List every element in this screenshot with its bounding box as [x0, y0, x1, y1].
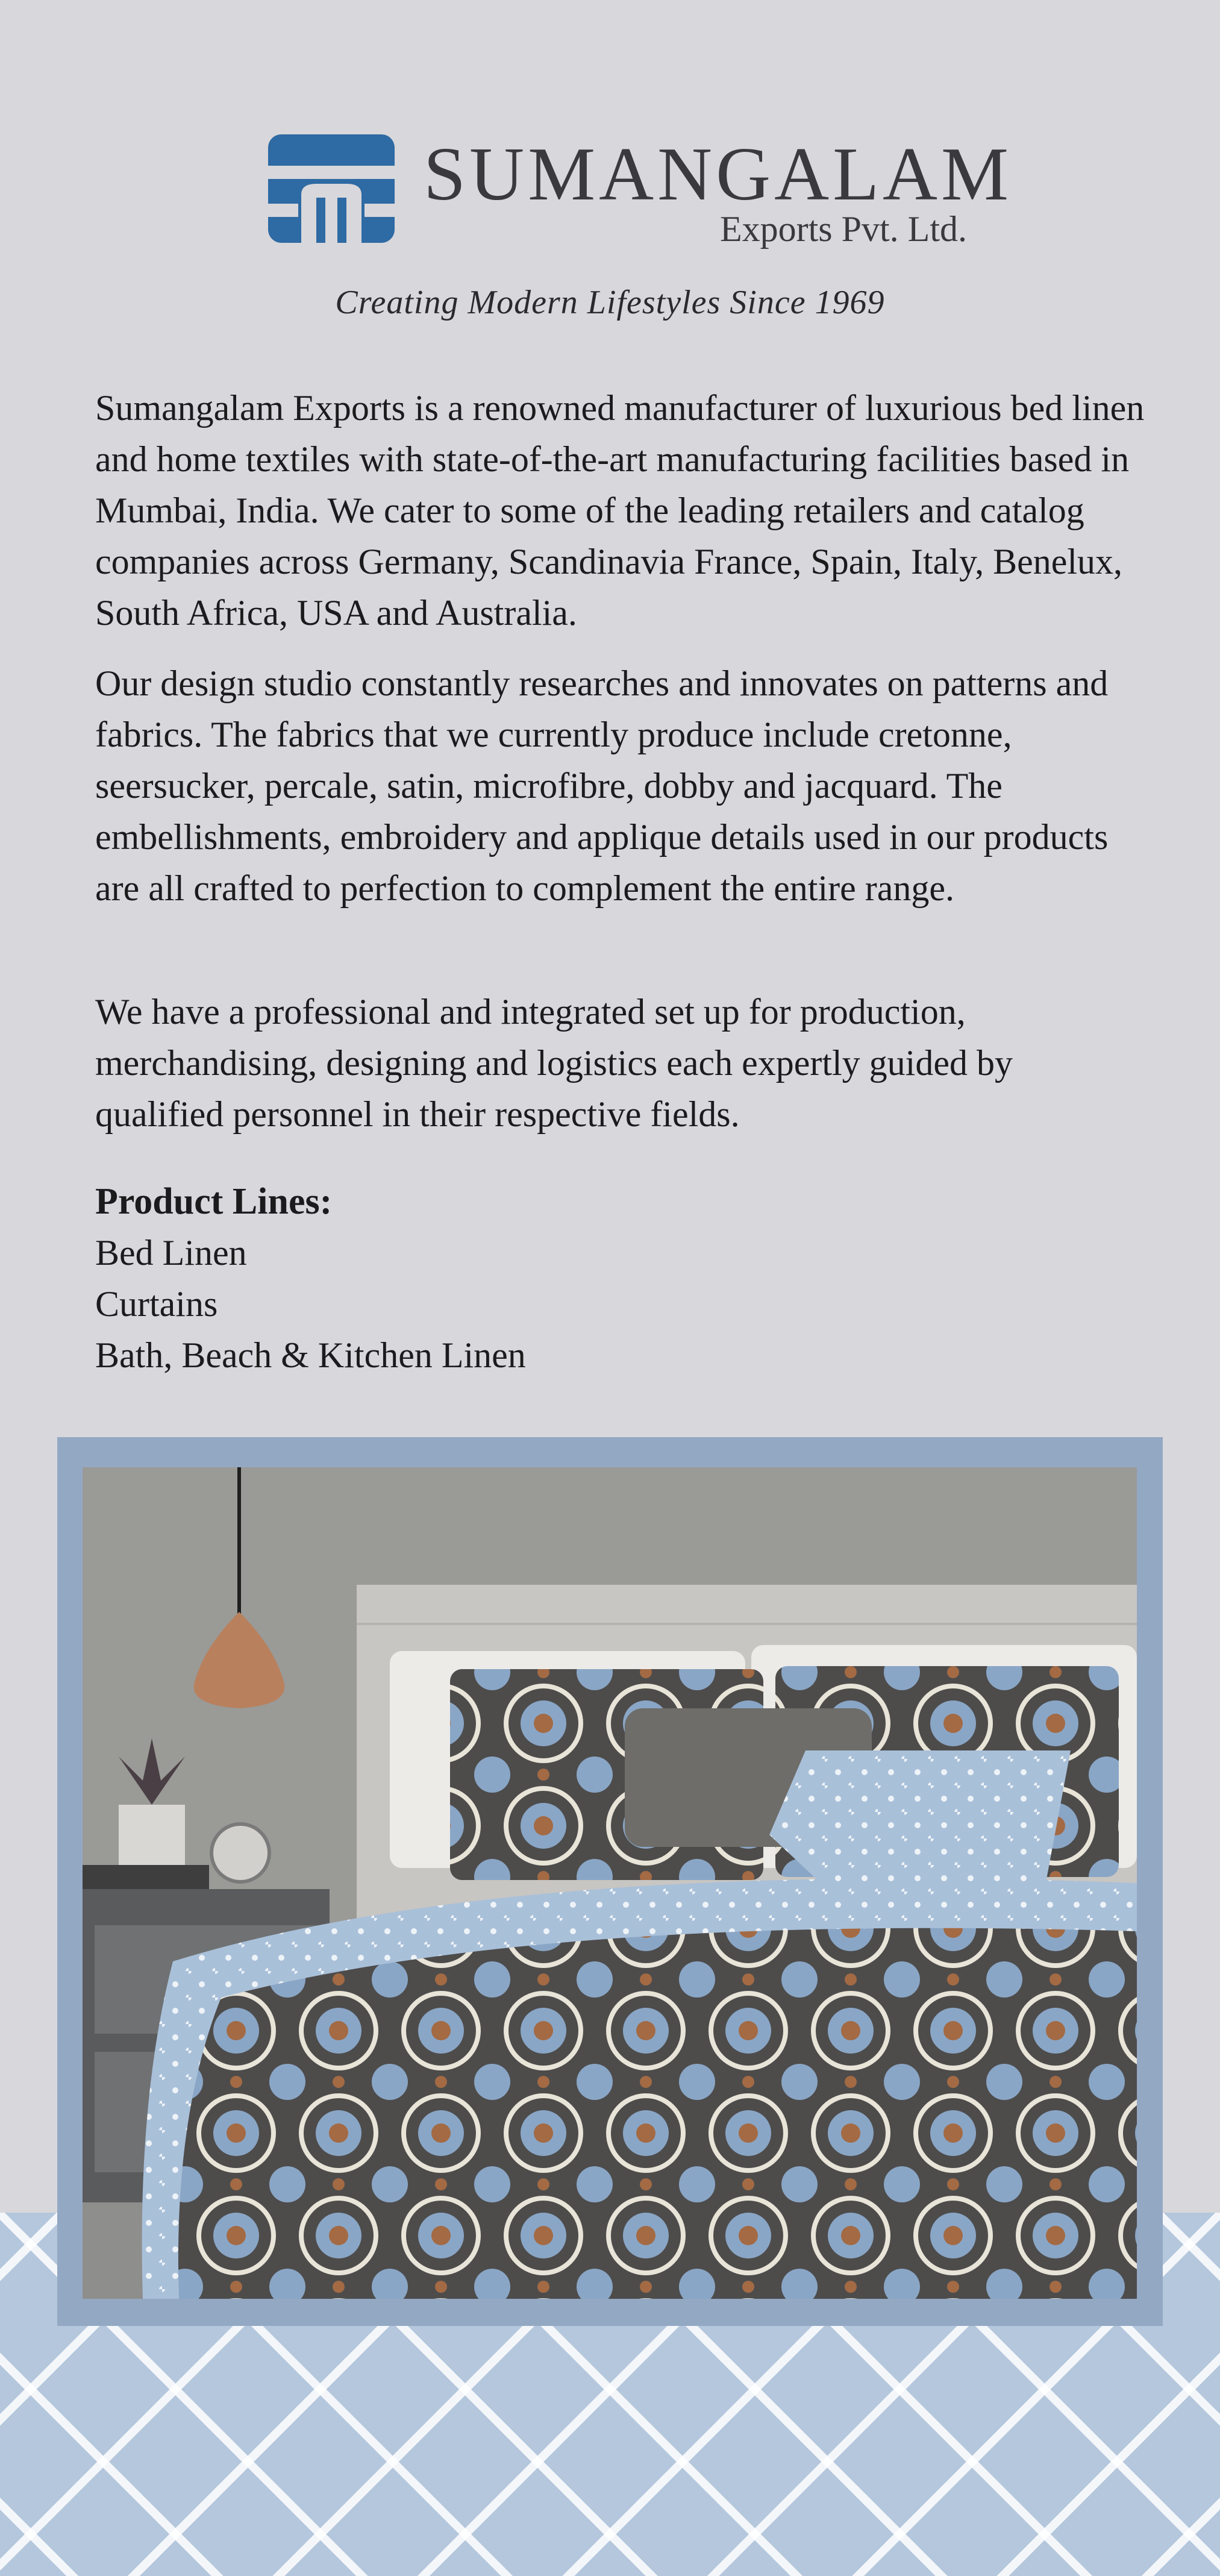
tagline: Creating Modern Lifestyles Since 1969 [335, 284, 885, 321]
intro-paragraph [95, 383, 1146, 639]
setup-paragraph [95, 986, 1146, 1140]
product-lines [95, 1176, 526, 1381]
bedroom-photo [83, 1467, 1137, 2299]
brand-name: SUMANGALAM [424, 133, 1013, 216]
brand-logo [268, 130, 1013, 250]
product-lines-heading: Product Lines: [95, 1181, 333, 1222]
photo-frame [57, 1437, 1163, 2326]
paragraph-1: Sumangalam Exports is a renowned manufacturer of luxurious bed linen and home textiles with state-of-the-art manufacturing facilities based in Mumbai, India. We cater to some of the leading retailers and catalog companies across Germany, Scandinavia France, Spain, Italy, Benelux, South Africa, USA and Australia. [95, 388, 1145, 633]
brand-subtitle: Exports Pvt. Ltd. [719, 209, 967, 249]
bedroom-illustration [83, 1467, 1137, 2299]
paragraph-3: We have a professional and integrated set up for production, merchandising, designing and logistics each expertly guided by qualified personnel in their respective fields. [95, 992, 1013, 1134]
design-paragraph [95, 658, 1146, 914]
paragraph-2: Our design studio constantly researches and innovates on patterns and fabrics. The fabrics that we currently produce include cretonne, seersucker, percale, satin, microfibre, dobby and jacquard. The embellishments, embroidery and applique details used in our products are all crafted to perfection to complement the entire range. [95, 663, 1109, 908]
product-line-item: Bath, Beach & Kitchen Linen [95, 1335, 526, 1375]
product-line-item: Curtains [95, 1284, 218, 1324]
sumangalam-logo-mark [268, 134, 395, 243]
product-line-item: Bed Linen [95, 1233, 247, 1273]
